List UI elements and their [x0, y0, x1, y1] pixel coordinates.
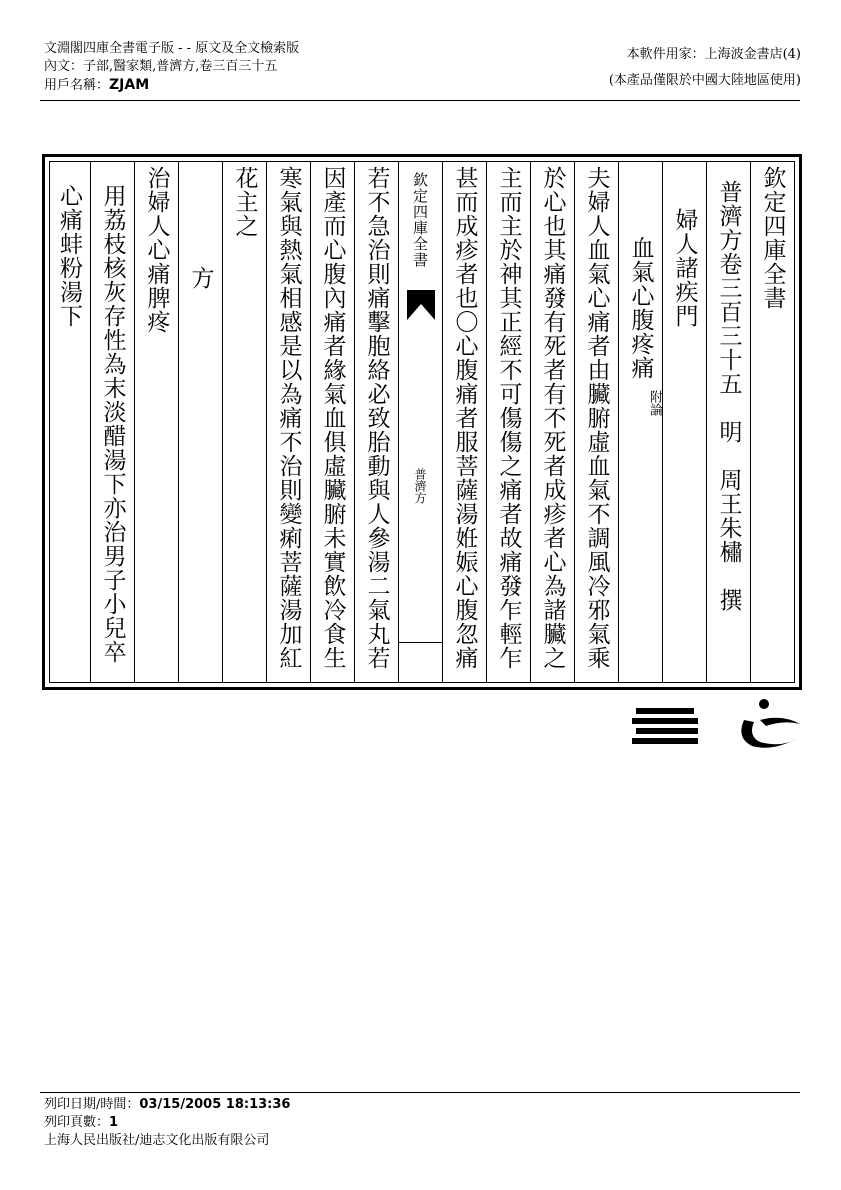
center-footer: 普濟方 [413, 468, 427, 504]
column-text: 婦人諸疾門 [671, 208, 698, 328]
column-body [48, 162, 90, 682]
column-text: 治婦人心痛脾疼 [143, 166, 170, 334]
column-text: 寒氣與熱氣相感是以為痛不治則變痢菩薩湯加紅 [275, 166, 302, 670]
center-fold-column [398, 162, 442, 682]
publisher-logo [632, 698, 804, 752]
column-body [90, 162, 134, 682]
print-date-label: 列印日期/時間： [44, 1097, 140, 1112]
print-date-line [44, 1096, 290, 1114]
column-text: 欽定四庫全書 [759, 166, 786, 310]
column-text: 用荔枝核灰存性為末淡醋湯下亦治男子小兒卒 [99, 184, 126, 664]
center-divider [399, 642, 442, 643]
user-label: 用戶名稱： [44, 78, 110, 93]
column-text: 花主之 [231, 166, 258, 238]
footer-rule [40, 1092, 800, 1093]
page-count-label: 列印頁數： [44, 1115, 110, 1130]
region-notice: (本產品僅限於中國大陸地區使用) [608, 73, 801, 88]
annotation: 附論 [647, 390, 662, 416]
column-volume [706, 162, 750, 682]
column-text: 若不急治則痛擊胞絡必致胎動與人參湯二氣丸若 [363, 166, 390, 670]
column-section [662, 162, 706, 682]
column-text: 方 [187, 218, 214, 290]
column-text: 心痛蚌粉湯下 [56, 184, 82, 328]
column-body [486, 162, 530, 682]
column-body [574, 162, 618, 682]
page-frame [42, 154, 802, 690]
page-count-value: 1 [109, 1115, 119, 1130]
column-body [354, 162, 398, 682]
column-text: 甚而成疹者也〇心腹痛者服菩薩湯姙娠心腹忽痛 [451, 166, 478, 670]
page-frame-inner [49, 161, 795, 683]
center-title: 欽定四庫全書 [411, 172, 429, 268]
header-right [609, 46, 801, 98]
column-body [442, 162, 486, 682]
publisher-line: 上海人民出版社/迪志文化出版有限公司 [44, 1133, 270, 1148]
column-recipe-title [134, 162, 178, 682]
header-left [44, 40, 299, 95]
header-content-path: 內文：子部,醫家類,普濟方,卷三百三十五 [44, 59, 278, 74]
column-heading [618, 162, 662, 682]
header-rule [40, 100, 800, 101]
column-body [530, 162, 574, 682]
page-count-line [44, 1114, 118, 1132]
header-title: 文淵閣四庫全書電子版 - - 原文及全文檢索版 [44, 41, 300, 56]
column-text: 於心也其痛發有死者有不死者成疹者心為諸臟之 [539, 166, 566, 670]
column-body [222, 162, 266, 682]
column-text: 普濟方卷三百三十五 明 周王朱橚 撰 [715, 180, 742, 612]
column-text: 血氣心腹疼痛 [627, 236, 654, 380]
column-text: 主而主於神其正經不可傷傷之痛者故痛發乍輕乍 [495, 166, 522, 670]
column-title [750, 162, 794, 682]
column-recipe-label [178, 162, 222, 682]
column-text: 因產而心腹內痛者緣氣血俱虛臟腑未實飲冷食生 [319, 166, 346, 670]
fish-tail-mark-icon [407, 290, 435, 320]
column-body [310, 162, 354, 682]
column-text: 夫婦人血氣心痛者由臟腑虛血氣不調風冷邪氣乘 [583, 166, 610, 670]
licensee-line: 本軟件用家：上海波金書店(4) [626, 47, 801, 62]
header-user [44, 76, 299, 95]
user-name: ZJAM [109, 77, 150, 93]
print-date-value: 03/15/2005 18:13:36 [139, 1097, 291, 1112]
column-body [266, 162, 310, 682]
